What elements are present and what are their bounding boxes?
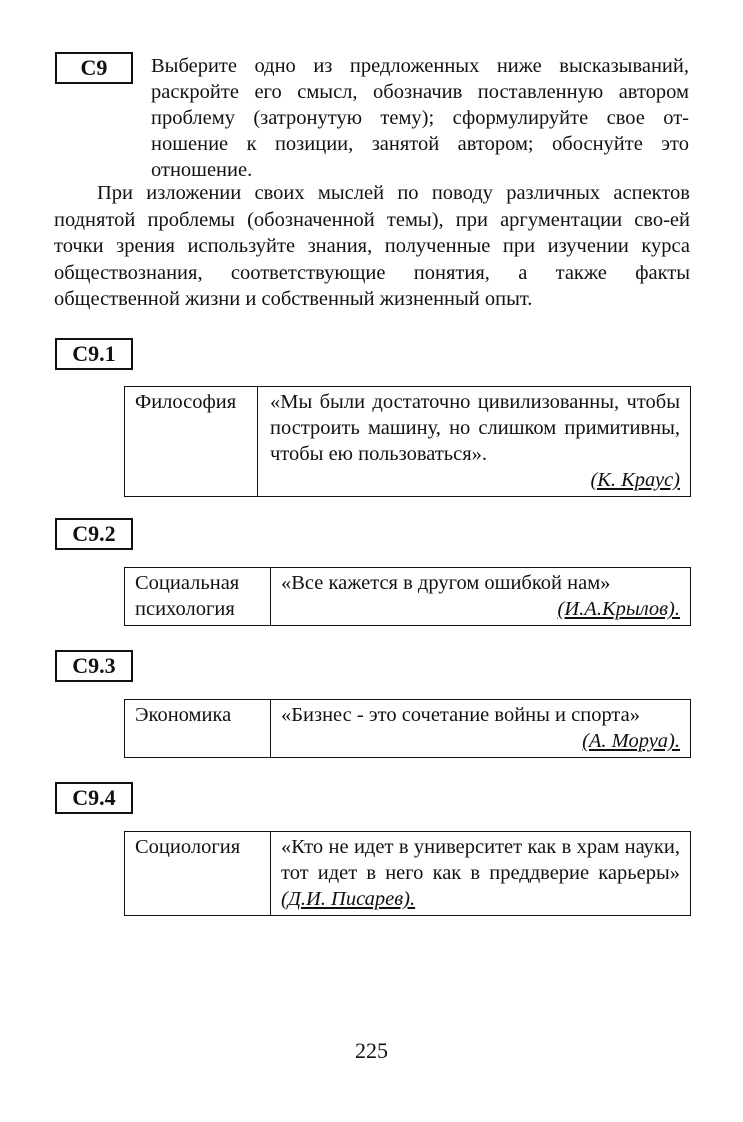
- quote-author: (Д.И. Писарев).: [281, 888, 416, 910]
- quote-author: (А. Моруа).: [582, 730, 680, 752]
- quote-table-2: [124, 567, 691, 626]
- task-text: Выберите одно из предложенных ниже высказываний, раскройте его смысл, обозначив поставленную автором проблему (затронутую тему); сформулируйте свое от-ношение к позиции, занятой автором; обоснуйте это отношение.: [151, 55, 689, 181]
- quote-text: «Мы были достаточно цивилизованны, чтобы построить машину, но слишком примитивны, чтобы ею пользоваться».: [270, 391, 680, 465]
- option-label-c9-3: С9.3: [55, 650, 133, 682]
- instructions-paragraph: При изложении своих мыслей по поводу различных аспектов поднятой проблемы (обозначенной темы), при аргументации сво-ей точки зрения используйте знания, полученные при изучении курса обществознания, соответствующие понятия, а также факты общественной жизни и собственный жизненный опыт.: [54, 182, 690, 310]
- quote-table-3: [124, 699, 691, 758]
- quote-author: (И.А.Крылов).: [557, 598, 680, 620]
- task-label-c9: С9: [55, 52, 133, 84]
- quote-table-1: [124, 386, 691, 497]
- field-cell: Социальная психология: [125, 568, 271, 626]
- field-cell: Экономика: [125, 700, 271, 758]
- page-number: 225: [355, 1038, 388, 1063]
- quote-cell: [271, 832, 691, 916]
- quote-table-4: [124, 831, 691, 916]
- quote-cell: [258, 387, 691, 497]
- quote-cell: [271, 700, 691, 758]
- option-label-c9-4: С9.4: [55, 782, 133, 814]
- quote-cell: [271, 568, 691, 626]
- quote-text: «Кто не идет в университет как в храм науки, тот идет в него как в преддверие карьеры»: [281, 836, 680, 884]
- option-label-c9-2: С9.2: [55, 518, 133, 550]
- quote-text: «Все кажется в другом ошибкой нам»: [281, 572, 611, 594]
- field-cell: Социология: [125, 832, 271, 916]
- option-label-c9-1: С9.1: [55, 338, 133, 370]
- field-cell: Философия: [125, 387, 258, 497]
- quote-text: «Бизнес - это сочетание войны и спорта»: [281, 704, 640, 726]
- quote-author: (К. Краус): [590, 469, 680, 491]
